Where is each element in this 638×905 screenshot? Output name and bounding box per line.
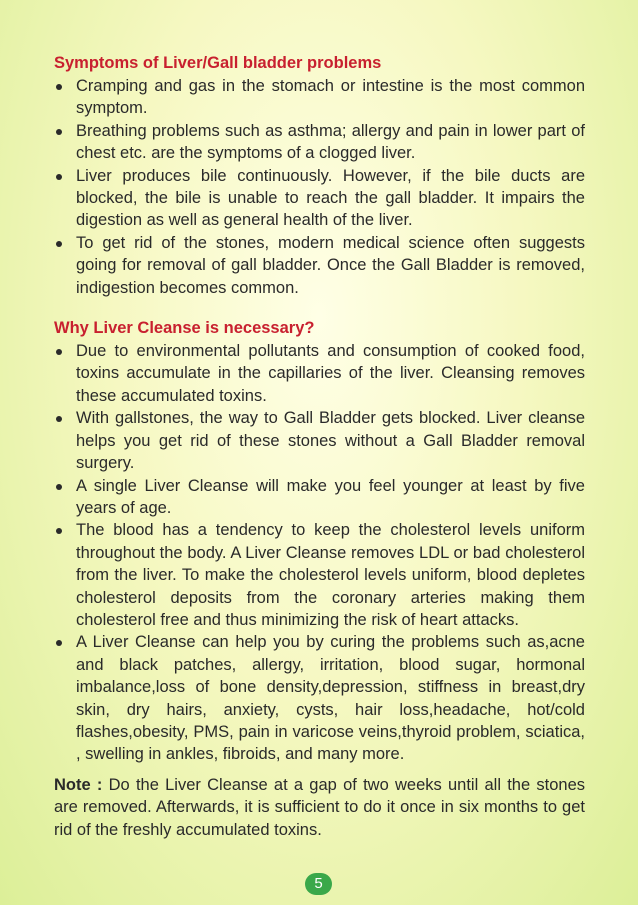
heading-why-cleanse: Why Liver Cleanse is necessary? xyxy=(54,319,315,338)
list-item-text: A Liver Cleanse can help you by curing the problems such as,acne and black patches, allergy, irritation, blood sugar, hormonal imbalance,loss of bone density,depression, stiffness in breast,dry skin, dry hairs, anxiety, cysts, hair loss,headache, hot/cold flashes,obesity, PMS, pain in varicose veins,thyroid problem, sciatica, , swelling in ankles, fibroids, and many more. xyxy=(76,633,585,764)
list-item xyxy=(54,519,585,631)
cleanse-list xyxy=(54,340,585,766)
note-label: Note : xyxy=(54,775,103,794)
note-paragraph xyxy=(54,774,585,841)
list-item xyxy=(54,120,585,165)
bullet-icon xyxy=(56,640,62,646)
bullet-icon xyxy=(56,84,62,90)
list-item-text: A single Liver Cleanse will make you feel younger at least by five years of age. xyxy=(76,476,585,517)
list-item xyxy=(54,407,585,474)
list-item-text: Breathing problems such as asthma; allergy and pain in lower part of chest etc. are the symptoms of a clogged liver. xyxy=(76,121,585,163)
bullet-icon xyxy=(56,416,62,422)
list-item xyxy=(54,631,585,765)
list-item xyxy=(54,75,585,120)
bullet-icon xyxy=(56,129,62,135)
note-text: Do the Liver Cleanse at a gap of two weeks until all the stones are removed. Afterwards, it is sufficient to do it once in six months to get rid of the freshly accumulated toxins. xyxy=(54,775,586,839)
list-item-text: To get rid of the stones, modern medical science often suggests going for removal of gall bladder. Once the Gall Bladder is removed, indigestion becomes common. xyxy=(76,233,585,297)
bullet-icon xyxy=(56,484,62,490)
bullet-icon xyxy=(56,241,62,247)
bullet-icon xyxy=(56,174,62,180)
list-item-text: The blood has a tendency to keep the cholesterol levels uniform throughout the body. A Liver Cleanse removes LDL or bad cholesterol from the liver. To make the cholesterol levels uniform, blood depletes cholesterol deposits from the coronary arteries making them cholesterol free and thus minimizing the risk of heart attacks. xyxy=(76,521,585,629)
bullet-icon xyxy=(56,349,62,355)
list-item-text: Cramping and gas in the stomach or intestine is the most common symptom. xyxy=(76,77,585,118)
page-number-badge: 5 xyxy=(305,873,332,895)
heading-symptoms: Symptoms of Liver/Gall bladder problems xyxy=(54,54,382,72)
symptoms-list xyxy=(54,75,585,299)
bullet-icon xyxy=(56,528,62,534)
list-item xyxy=(54,475,585,520)
list-item xyxy=(54,232,585,299)
list-item-text: Liver produces bile continuously. However, if the bile ducts are blocked, the bile is unable to reach the gall bladder. It impairs the digestion as well as general health of the liver. xyxy=(76,166,585,230)
list-item xyxy=(54,340,585,407)
list-item xyxy=(54,165,585,232)
page-content xyxy=(54,52,585,858)
list-item-text: Due to environmental pollutants and consumption of cooked food, toxins accumulate in the capillaries of the liver. Cleansing removes these accumulated toxins. xyxy=(76,342,585,405)
list-item-text: With gallstones, the way to Gall Bladder gets blocked. Liver cleanse helps you get rid of these stones without a Gall Bladder removal surgery. xyxy=(76,409,585,473)
